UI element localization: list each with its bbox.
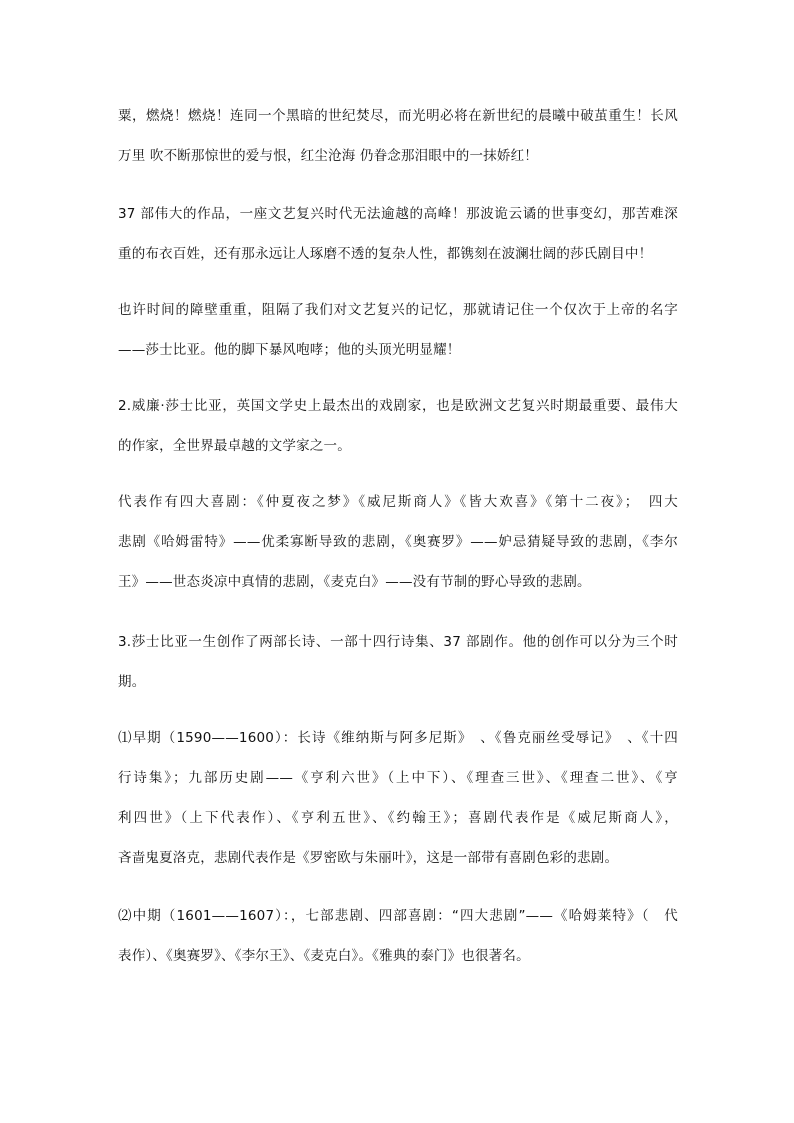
text-line: 期。 bbox=[118, 674, 146, 690]
paragraph-early-period bbox=[118, 718, 678, 878]
text-line: 的作家，全世界最卓越的文学家之一。 bbox=[118, 438, 351, 454]
text-line: 万里 吹不断那惊世的爱与恨，红尘沧海 仍眷念那泪眼中的一抹娇红！ bbox=[118, 148, 538, 164]
text-line: ——莎士比亚。他的脚下暴风咆哮；他的头顶光明显耀！ bbox=[118, 342, 461, 358]
paragraph-37-works bbox=[118, 194, 678, 274]
paragraph-item-3-creation bbox=[118, 622, 678, 702]
text-line: 3.莎士比亚一生创作了两部长诗、一部十四行诗集、37 部剧作。他的创作可以分为三个时 bbox=[118, 634, 678, 650]
text-line: 表作）、《奥赛罗》、《李尔王》、《麦克白》。《雅典的泰门》也很著名。 bbox=[118, 948, 530, 964]
text-line: 也许时间的障壁重重，阻隔了我们对文艺复兴的记忆，那就请记住一个仅次于上帝的名字 bbox=[118, 302, 678, 318]
text-line: 重的布衣百姓，还有那永远让人琢磨不透的复杂人性，都镌刻在波澜壮阔的莎氏剧目中！ bbox=[118, 246, 653, 262]
text-line: 37 部伟大的作品，一座文艺复兴时代无法逾越的高峰！那波诡云谲的世事变幻，那苦难深 bbox=[118, 206, 678, 222]
text-line: ⑴早期（1590——1600）：长诗《维纳斯与阿多尼斯》 、《鲁克丽丝受辱记》 、《十四 bbox=[118, 730, 678, 746]
paragraph-representative-works bbox=[118, 482, 678, 602]
text-line: 吝啬鬼夏洛克，悲剧代表作是《罗密欧与朱丽叶》，这是一部带有喜剧色彩的悲剧。 bbox=[118, 850, 619, 866]
text-line: 悲剧《哈姆雷特》——优柔寡断导致的悲剧，《奥赛罗》——妒忌猜疑导致的悲剧，《李尔 bbox=[118, 534, 678, 550]
text-line: ⑵中期（1601——1607）：，七部悲剧、四部喜剧：“四大悲剧”——《哈姆莱特》（ 代 bbox=[118, 908, 678, 924]
text-line: 粟，燃烧！燃烧！连同一个黑暗的世纪焚尽，而光明必将在新世纪的晨曦中破茧重生！长风 bbox=[118, 108, 678, 124]
paragraph-item-2-biography bbox=[118, 386, 678, 466]
text-line: 王》——世态炎凉中真情的悲剧，《麦克白》——没有节制的野心导致的悲剧。 bbox=[118, 574, 591, 590]
text-line: 2.威廉·莎士比亚，英国文学史上最杰出的戏剧家，也是欧洲文艺复兴时期最重要、最伟大 bbox=[118, 398, 678, 414]
text-line: 代表作有四大喜剧：《仲夏夜之梦》《威尼斯商人》《皆大欢喜》《第十二夜》； 四大 bbox=[118, 494, 678, 510]
text-line: 利四世》（上下代表作）、《亨利五世》、《约翰王》；喜剧代表作是《威尼斯商人》， bbox=[118, 810, 678, 826]
text-line: 行诗集》；九部历史剧——《亨利六世》（上中下）、《理查三世》、《理查二世》、《亨 bbox=[118, 770, 678, 786]
paragraph-intro-flame bbox=[118, 96, 678, 176]
paragraph-remember-name bbox=[118, 290, 678, 370]
paragraph-middle-period bbox=[118, 896, 678, 976]
